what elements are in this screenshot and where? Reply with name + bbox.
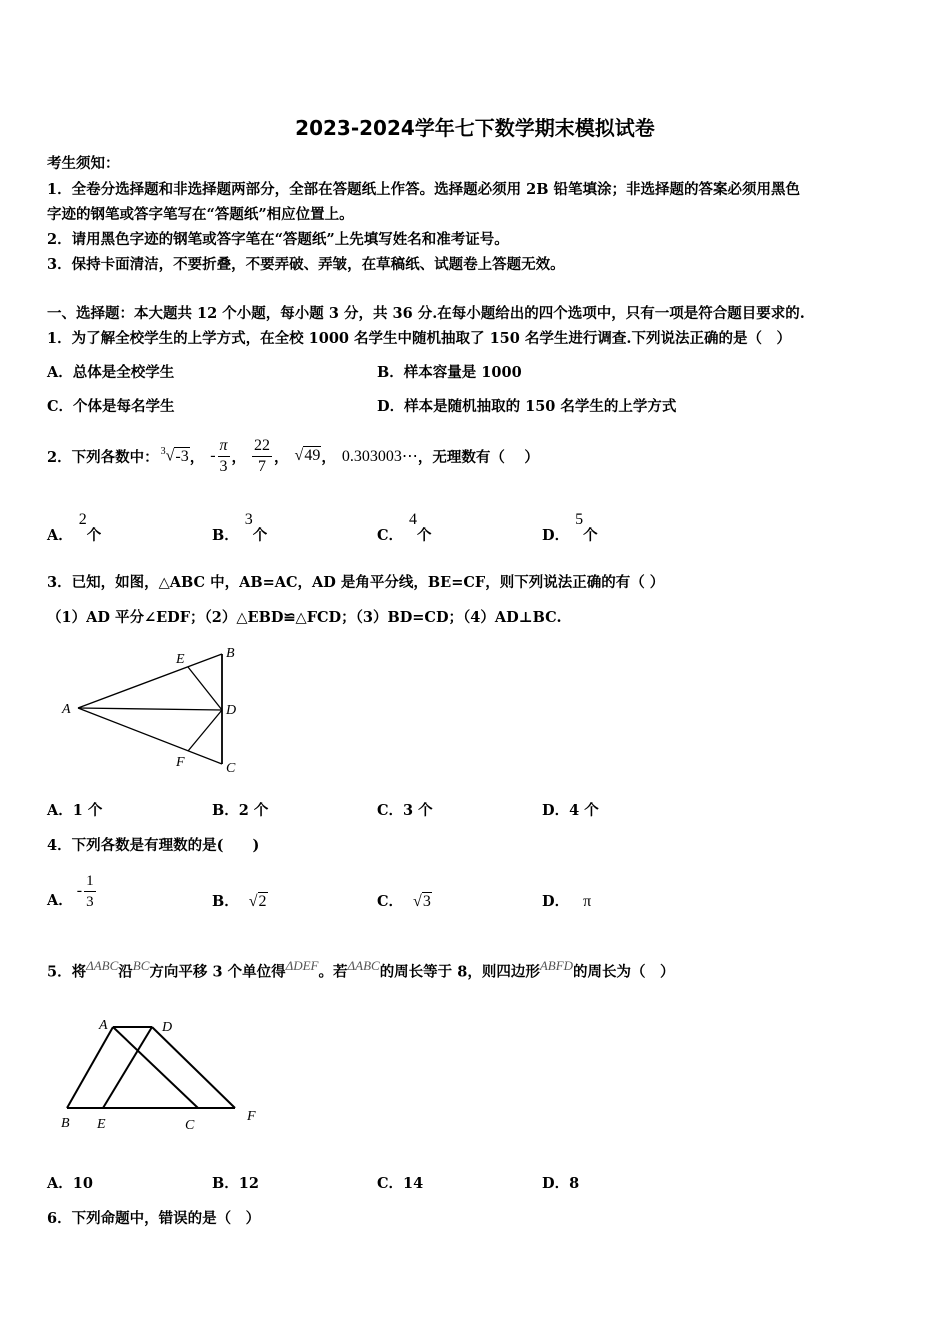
- q2-option-b: B．3个: [212, 511, 268, 544]
- q1-option-a: A．总体是全校学生: [47, 364, 175, 381]
- q2-comma-3: ，: [274, 448, 289, 466]
- q2-cube-root-index: 3: [160, 446, 166, 458]
- q3-option-c: C．3 个: [377, 802, 433, 819]
- q5-seg-df: [152, 1027, 235, 1108]
- q1-stem: 1．为了解全校学生的上学方式，在全校 1000 名学生中随机抽取了 150 名学生进行调查.下列说法正确的是（ ）: [47, 330, 791, 347]
- q5-seg-de: [103, 1027, 152, 1108]
- q2-comma-1: ，: [189, 448, 205, 466]
- q2-comma-4: ，: [321, 448, 336, 466]
- q2-stem: [47, 428, 539, 484]
- page-title: 2023-2024学年七下数学期末模拟试卷: [295, 116, 655, 140]
- q3-label-c: C: [226, 761, 236, 776]
- q5-seg-ab: [67, 1027, 113, 1108]
- q3-label-f: F: [176, 755, 185, 770]
- q4-option-d: D． π: [542, 893, 592, 910]
- q1-option-c: C．个体是每名学生: [47, 398, 175, 415]
- q5-seg-ac: [113, 1027, 198, 1108]
- q5-label-c: C: [185, 1118, 195, 1133]
- q5-option-b: B．12: [212, 1175, 259, 1192]
- section-heading: 一、选择题：本大题共 12 个小题，每小题 3 分，共 36 分.在每小题给出的四个选项中，只有一项是符合题目要求的.: [47, 305, 805, 322]
- q6-stem: 6．下列命题中，错误的是（ ）: [47, 1210, 261, 1227]
- q2-fraction-pi: [218, 436, 230, 477]
- q3-seg-ad: [78, 708, 222, 710]
- q5-label-b: B: [61, 1116, 70, 1131]
- q3-option-d: D．4 个: [542, 802, 599, 819]
- q2-comma-2: ，: [231, 448, 247, 466]
- q2-cube-root: $^3$√-3: [160, 446, 189, 465]
- q5-def: ΔDEF: [285, 958, 319, 973]
- q2-decimal: 0.303003⋯: [341, 448, 418, 465]
- q4-option-c: C． √3: [377, 893, 431, 910]
- notice-line-3: 3．保持卡面清洁，不要折叠，不要弄破、弄皱，在草稿纸、试题卷上答题无效。: [47, 256, 565, 273]
- q4-stem: 4．下列各数是有理数的是( ): [47, 837, 260, 854]
- q3-label-a: A: [62, 702, 71, 717]
- q2-pi-den: 3: [219, 457, 228, 475]
- notice-line-1a: 1．全卷分选择题和非选择题两部分，全部在答题纸上作答。选择题必须用 2B 铅笔填涂；非选择题的答案必须用黑色: [47, 181, 801, 198]
- q3-stem: 3．已知，如图，△ABC 中，AB=AC，AD 是角平分线，BE=CF，则下列说法正确的有（ ）: [47, 574, 665, 591]
- notice-heading: 考生须知：: [47, 155, 120, 172]
- q1-option-b: B．样本容量是 1000: [377, 364, 522, 381]
- q3-seg-fd: [188, 710, 222, 751]
- q5-option-a: A．10: [47, 1175, 93, 1192]
- q5-option-c: C．14: [377, 1175, 424, 1192]
- q2-f-num: 22: [252, 436, 272, 457]
- q5-stem: 5．将$^{\Delta ABC}$沿$^{BC}$方向平移 3 个单位得$^{\Delta DEF}$。若$^{\Delta ABC}$的周长等于 8，则四边形$^{ABFD}$的周长为（ ）: [47, 958, 675, 981]
- q3-option-b: B．2 个: [212, 802, 269, 819]
- q1-option-d: D．样本是随机抽取的 150 名学生的上学方式: [377, 398, 677, 415]
- q5-label-e: E: [97, 1117, 106, 1132]
- q2-sqrt: √49: [294, 447, 321, 464]
- q3-items: （1）AD 平分∠EDF；（2）△EBD≌△FCD；（3）BD=CD；（4）AD⊥BC.: [47, 609, 562, 626]
- q3-seg-ab: [78, 654, 222, 708]
- q2-pi-num: π: [218, 436, 230, 457]
- q3-figure: [60, 640, 260, 780]
- q2-option-c: C．4个: [377, 511, 432, 544]
- q2-sqrt-arg: 49: [304, 447, 321, 464]
- q2-f-den: 7: [258, 457, 267, 475]
- q2-prefix: 2．下列各数中：: [47, 448, 159, 466]
- q3-label-e: E: [176, 652, 185, 667]
- q5-label-d: D: [162, 1020, 173, 1035]
- q4-option-b: B． √2: [212, 893, 267, 910]
- q5-label-f: F: [247, 1109, 256, 1124]
- q5-bc: BC: [132, 958, 150, 973]
- q3-label-d: D: [226, 703, 237, 718]
- q2-suffix: ，无理数有（ ）: [417, 448, 539, 466]
- q2-fraction-22-7: [252, 436, 272, 477]
- q3-label-b: B: [226, 646, 235, 661]
- q5-figure: [55, 1012, 270, 1137]
- q3-option-a: A．1 个: [47, 802, 103, 819]
- notice-line-1b: 字迹的钢笔或答字笔写在“答题纸”相应位置上。: [47, 206, 354, 223]
- q5-abc-1: ΔABC: [86, 958, 119, 973]
- q2-option-a: A．2个: [47, 511, 102, 544]
- q3-seg-ed: [188, 667, 222, 710]
- q5-abfd: ABFD: [539, 958, 574, 973]
- q5-abc-2: ΔABC: [347, 958, 380, 973]
- q2-neg: -: [210, 447, 216, 464]
- q4-option-a: A． - $\frac{1}{3}$: [47, 872, 94, 910]
- q2-option-d: D．5个: [542, 511, 598, 544]
- q2-cube-root-arg: -3: [175, 447, 189, 465]
- q5-option-d: D．8: [542, 1175, 580, 1192]
- notice-line-2: 2．请用黑色字迹的钢笔或答字笔在“答题纸”上先填写姓名和准考证号。: [47, 231, 509, 248]
- q5-label-a: A: [99, 1018, 108, 1033]
